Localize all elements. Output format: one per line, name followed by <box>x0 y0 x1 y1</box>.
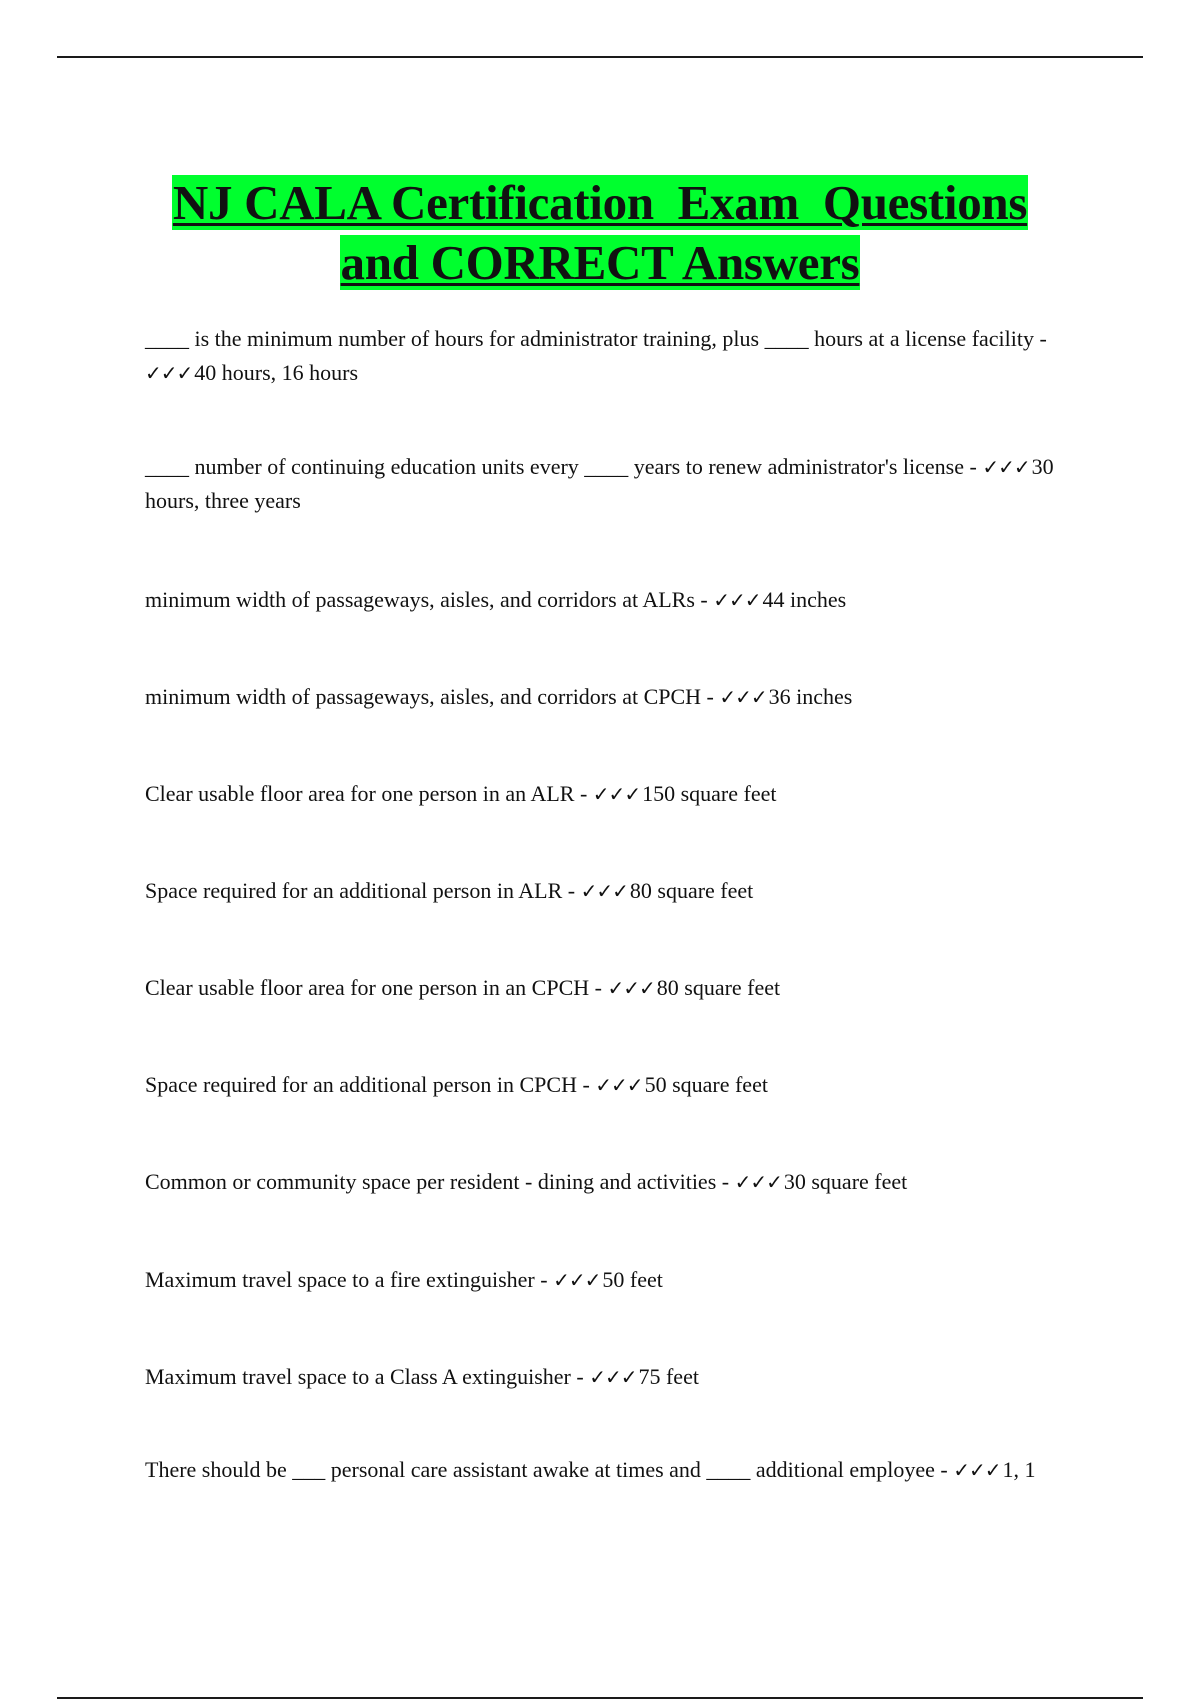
answer-text: 40 hours, 16 hours <box>194 360 359 385</box>
qa-item <box>145 680 1065 714</box>
qa-item <box>145 1263 1065 1297</box>
answer-text: 75 feet <box>638 1364 699 1389</box>
check-mark-icon: ✓✓✓ <box>580 879 628 903</box>
qa-item <box>145 450 1065 518</box>
document-title <box>0 173 1200 293</box>
check-mark-icon: ✓✓✓ <box>553 1268 601 1292</box>
check-mark-icon: ✓✓✓ <box>953 1458 1001 1482</box>
qa-item <box>145 1165 1065 1199</box>
answer-text: 80 square feet <box>656 975 781 1000</box>
answer-text: 30 square feet <box>783 1169 908 1194</box>
qa-item <box>145 583 1065 617</box>
qa-item <box>145 874 1065 908</box>
question-text: ____ number of continuing education units every ____ years to renew administrator's license - <box>145 454 983 479</box>
qa-item <box>145 322 1065 390</box>
question-text: Clear usable floor area for one person in an CPCH - <box>145 975 608 1000</box>
question-text: minimum width of passageways, aisles, and corridors at CPCH - <box>145 684 720 709</box>
top-divider <box>57 56 1143 58</box>
question-text: Clear usable floor area for one person in an ALR - <box>145 781 593 806</box>
answer-text: 50 feet <box>602 1267 663 1292</box>
check-mark-icon: ✓✓✓ <box>595 1073 643 1097</box>
check-mark-icon: ✓✓✓ <box>734 1170 782 1194</box>
question-text: Maximum travel space to a fire extinguisher - <box>145 1267 554 1292</box>
question-text: ____ is the minimum number of hours for administrator training, plus ____ hours at a license facility - <box>145 326 1047 351</box>
check-mark-icon: ✓✓✓ <box>713 588 761 612</box>
answer-text: 80 square feet <box>629 878 754 903</box>
title-line-1: NJ CALA Certification Exam Questions <box>172 174 1028 230</box>
check-mark-icon: ✓✓✓ <box>719 685 767 709</box>
question-text: Common or community space per resident - dining and activities - <box>145 1169 735 1194</box>
answer-text: 1, 1 <box>1002 1457 1036 1482</box>
title-line-2: and CORRECT Answers <box>340 234 860 290</box>
answer-text: 36 inches <box>768 684 853 709</box>
check-mark-icon: ✓✓✓ <box>592 782 641 806</box>
answer-text: 150 square feet <box>642 781 777 806</box>
qa-item <box>145 1068 1065 1102</box>
check-mark-icon: ✓✓✓ <box>607 976 655 1000</box>
question-text: Maximum travel space to a Class A extinguisher - <box>145 1364 590 1389</box>
answer-text: 44 inches <box>762 587 847 612</box>
check-mark-icon: ✓✓✓ <box>982 455 1030 479</box>
answer-text: 50 square feet <box>644 1072 768 1097</box>
check-mark-icon: ✓✓✓ <box>589 1365 637 1389</box>
question-text: Space required for an additional person in CPCH - <box>145 1072 596 1097</box>
question-text: minimum width of passageways, aisles, and corridors at ALRs - <box>145 587 714 612</box>
qa-item <box>145 1453 1065 1487</box>
qa-item <box>145 777 1065 811</box>
check-mark-icon: ✓✓✓ <box>145 361 193 385</box>
qa-item <box>145 1360 1065 1394</box>
question-text: Space required for an additional person in ALR - <box>145 878 581 903</box>
answer-text: 30 hours, three years <box>145 454 1054 513</box>
question-text: There should be ___ personal care assistant awake at times and ____ additional employee - <box>145 1457 954 1482</box>
bottom-divider <box>57 1697 1143 1699</box>
qa-item <box>145 971 1065 1005</box>
